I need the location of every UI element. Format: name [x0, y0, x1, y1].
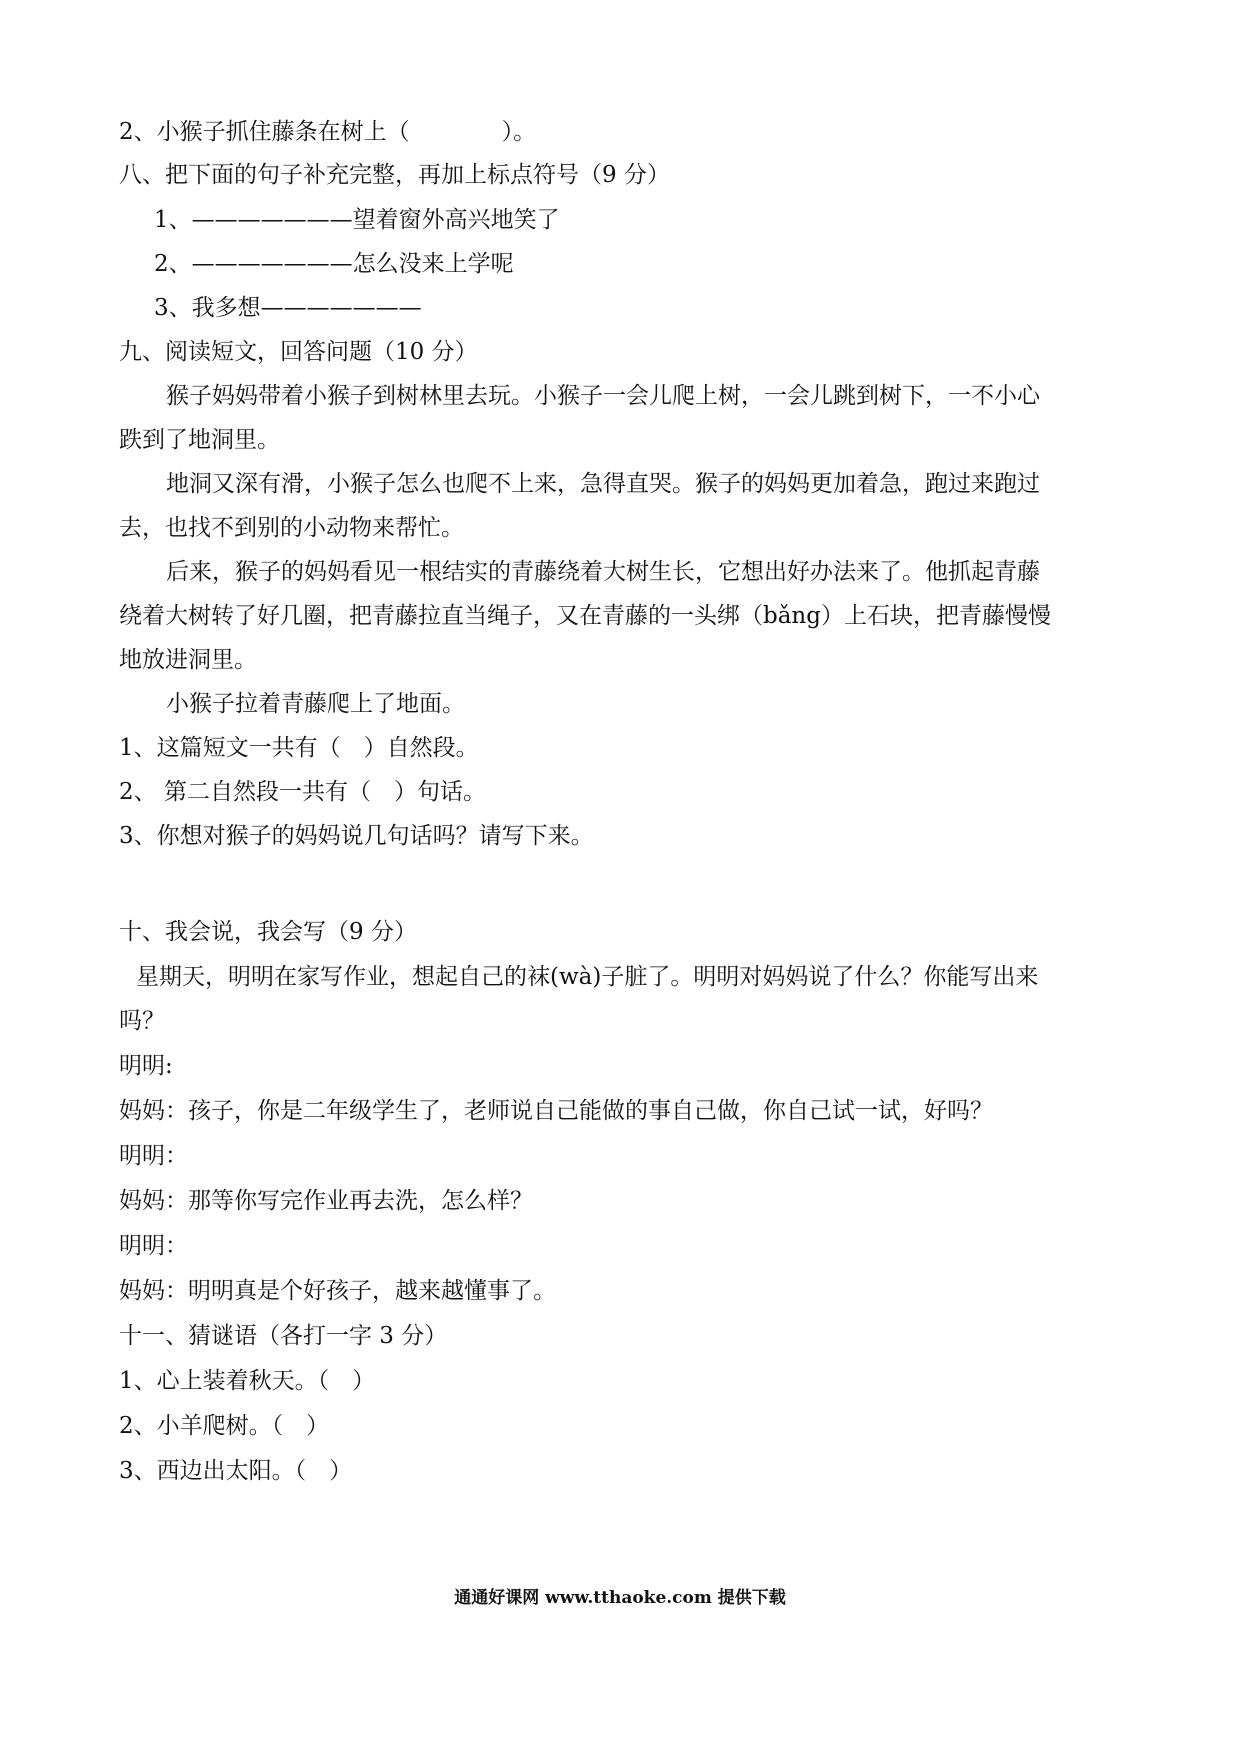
section-10-heading: 十、我会说，我会写（9 分） [119, 919, 417, 945]
passage-paragraph-3-line-1: 后来，猴子的妈妈看见一根结实的青藤绕着大树生长，它想出好办法来了。他抓起青藤 [166, 559, 1040, 585]
passage-paragraph-1-line-2: 跌到了地洞里。 [119, 427, 280, 453]
section-9-heading: 九、阅读短文，回答问题（10 分） [119, 339, 478, 365]
question-7-item-2: 2、小猴子抓住藤条在树上（ ）。 [119, 119, 537, 145]
dialogue-mingming-2: 明明： [119, 1143, 188, 1169]
section-9-question-2: 2、 第二自然段一共有（ ）句话。 [119, 779, 486, 805]
dialogue-mom-2: 妈妈：那等你写完作业再去洗，怎么样？ [119, 1188, 533, 1214]
section-9-question-3: 3、你想对猴子的妈妈说几句话吗？请写下来。 [119, 823, 594, 849]
dialogue-mom-3: 妈妈：明明真是个好孩子，越来越懂事了。 [119, 1278, 556, 1304]
riddle-3: 3、西边出太阳。（ ） [119, 1458, 353, 1484]
dialogue-mingming-1: 明明: [119, 1053, 173, 1079]
section-8-item-2: 2、———————怎么没来上学呢 [154, 251, 514, 277]
page-footer: 通通好课网 www.tthaoke.com 提供下载 [454, 1588, 786, 1608]
passage-paragraph-3-line-3: 地放进洞里。 [119, 647, 257, 673]
section-8-heading: 八、把下面的句子补充完整，再加上标点符号（9 分） [119, 162, 670, 188]
passage-paragraph-2-line-2: 去，也找不到别的小动物来帮忙。 [119, 515, 464, 541]
passage-paragraph-1-line-1: 猴子妈妈带着小猴子到树林里去玩。小猴子一会儿爬上树，一会儿跳到树下，一不小心 [166, 383, 1040, 409]
section-10-prompt-line-2: 吗？ [119, 1008, 165, 1034]
dialogue-mom-1: 妈妈：孩子，你是二年级学生了，老师说自己能做的事自己做，你自己试一试，好吗？ [119, 1098, 993, 1124]
riddle-1: 1、心上装着秋天。（ ） [119, 1368, 376, 1394]
riddle-2: 2、小羊爬树。（ ） [119, 1413, 330, 1439]
section-8-item-3: 3、我多想——————— [154, 295, 422, 321]
dialogue-mingming-3: 明明： [119, 1233, 188, 1259]
section-11-heading: 十一、猜谜语（各打一字 3 分） [119, 1323, 448, 1349]
passage-paragraph-2-line-1: 地洞又深有滑，小猴子怎么也爬不上来，急得直哭。猴子的妈妈更加着急，跑过来跑过 [166, 471, 1040, 497]
passage-paragraph-3-line-2: 绕着大树转了好几圈，把青藤拉直当绳子，又在青藤的一头绑（bǎng）上石块，把青藤慢慢 [119, 603, 1051, 629]
section-8-item-1: 1、———————望着窗外高兴地笑了 [154, 207, 560, 233]
section-9-question-1: 1、这篇短文一共有（ ）自然段。 [119, 735, 479, 761]
section-10-prompt-line-1: 星期天，明明在家写作业，想起自己的袜(wà)子脏了。明明对妈妈说了什么？你能写出来 [136, 964, 1039, 990]
passage-paragraph-4: 小猴子拉着青藤爬上了地面。 [166, 691, 465, 717]
